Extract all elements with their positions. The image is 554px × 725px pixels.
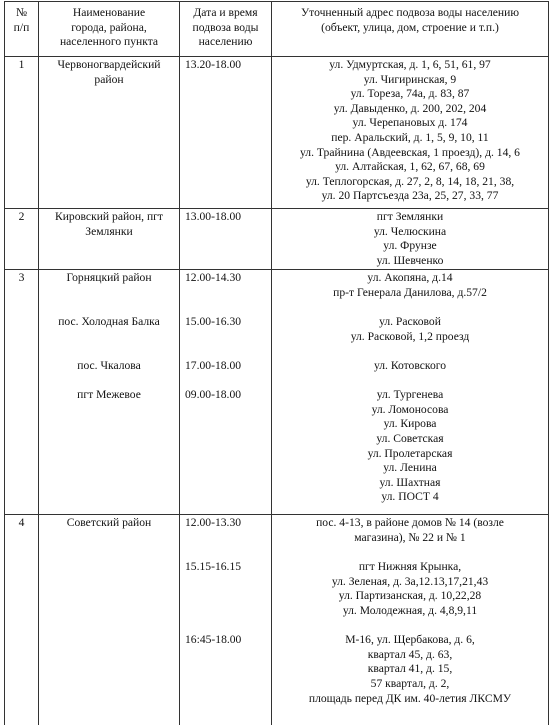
delivery-address: ул. Удмуртская, д. 1, 6, 51, 61, 97 ул. Чигиринская, 9 ул. Тореза, 74а, д. 83, 87 ул. Давыденко, д. 200, 202, 204 ул. Черепановых д. 174 пер. Аральский, д. 1, 5, 9, 10, 11 ул. Трайнина (Авдеевская, 1 проезд), д. 14, 6 ул. Алтайская, 1, 62, 67, 68, 69 ул. Теплогорская, д. 27, 2, 8, 14, 18, 21, 38, ул. 20 Партсъезда 23а, 25, 27, 33, 77 <box>272 57 549 209</box>
header-time: Дата и время подвоза воды населению <box>180 2 272 57</box>
table-row <box>5 57 549 209</box>
header-num: № п/п <box>5 2 39 57</box>
row-number: 3 <box>5 270 39 515</box>
header-name: Наименование города, района, населенного пункта <box>39 2 180 57</box>
district-name: Кировский район, пгт Землянки <box>39 209 180 270</box>
table-header-row <box>5 2 549 57</box>
header-address: Уточненный адрес подвоза воды населению (объект, улица, дом, строение и т.п.) <box>272 2 549 57</box>
water-delivery-table <box>4 1 549 725</box>
delivery-time: 12.00-13.30 15.15-16.15 16:45-18.00 <box>180 515 272 725</box>
delivery-address: пос. 4-13, в районе домов № 14 (возле магазина), № 22 и № 1 пгт Нижняя Крынка, ул. Зеленая, д. 3а,12.13,17,21,43 ул. Партизанская, д. 10,22,28 ул. Молодежная, д. 4,8,9,11 М-16, ул. Щербакова, д. 6, квартал 45, д. 63, квартал 41, д. 15, 57 квартал, д. 2, площадь перед ДК им. 40-летия ЛКСМУ <box>272 515 549 725</box>
row-number: 2 <box>5 209 39 270</box>
delivery-address: пгт Землянки ул. Челюскина ул. Фрунзе ул. Шевченко <box>272 209 549 270</box>
district-name: Горняцкий район пос. Холодная Балка пос. Чкалова пгт Межевое <box>39 270 180 515</box>
delivery-time: 13.20-18.00 <box>180 57 272 209</box>
table-row <box>5 270 549 515</box>
district-name: Советский район <box>39 515 180 725</box>
delivery-time: 12.00-14.30 15.00-16.30 17.00-18.00 09.00-18.00 <box>180 270 272 515</box>
row-number: 4 <box>5 515 39 725</box>
table-row <box>5 209 549 270</box>
delivery-address: ул. Акопяна, д.14 пр-т Генерала Данилова, д.57/2 ул. Расковой ул. Расковой, 1,2 проезд ул. Котовского ул. Тургенева ул. Ломоносова ул. Кирова ул. Советская ул. Пролетарская ул. Ленина ул. Шахтная ул. ПОСТ 4 <box>272 270 549 515</box>
district-name: Червоногвардейский район <box>39 57 180 209</box>
delivery-time: 13.00-18.00 <box>180 209 272 270</box>
table-row <box>5 515 549 725</box>
row-number: 1 <box>5 57 39 209</box>
